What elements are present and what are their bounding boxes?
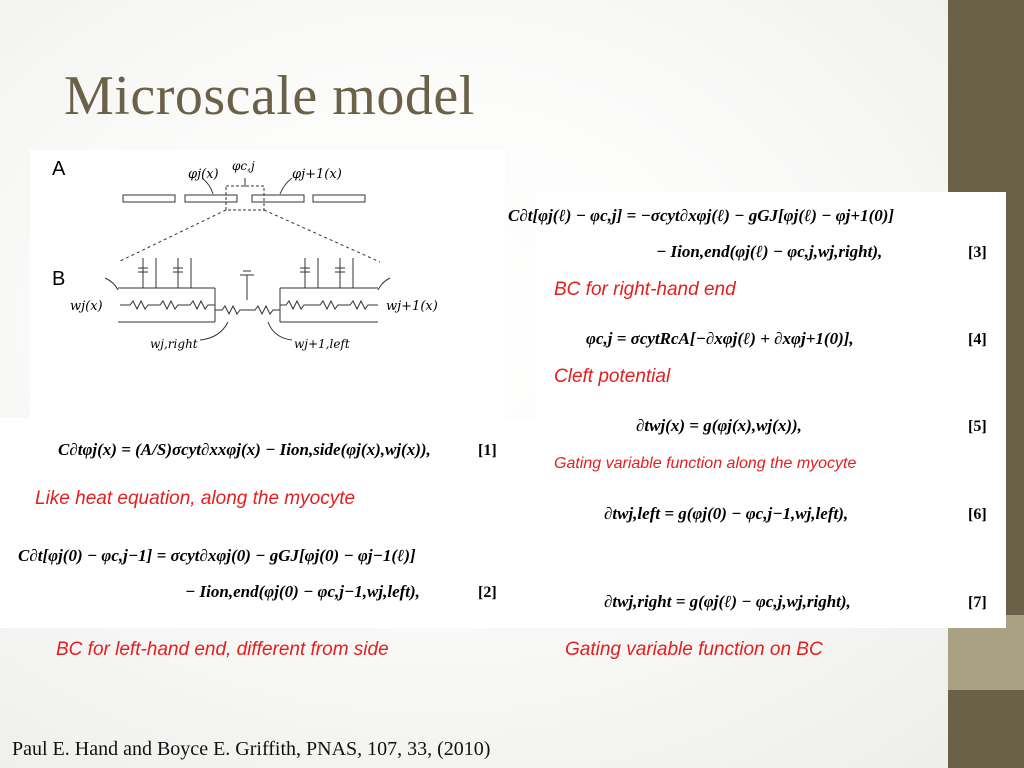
slide-title: Microscale model — [64, 65, 475, 127]
equation-3-line-1: C∂t[φj(ℓ) − φc,j] = −σcyt∂xφj(ℓ) − gGJ[φj(ℓ) − φj+1(0)] — [508, 206, 895, 225]
phi-j1-pointer — [280, 178, 292, 194]
label-w-right: wj,right — [150, 337, 198, 351]
equation-3-line-2: − Iion,end(φj(ℓ) − φc,j,wj,right), — [656, 242, 883, 261]
w-left-pointer — [268, 322, 292, 340]
equation-number-3: [3] — [968, 244, 987, 261]
label-phi-j1: φj+1(x) — [292, 167, 342, 182]
cytoplasm-resistor-left — [120, 301, 215, 309]
label-phi-cj: φc,j — [232, 159, 255, 173]
figure-panel — [30, 150, 505, 418]
equation-6: ∂twj,left = g(φj(0) − φc,j−1,wj,left), — [604, 504, 849, 523]
equations-right-panel — [508, 192, 1006, 628]
equation-number-2: [2] — [478, 584, 497, 601]
label-phi-j: φj(x) — [188, 167, 219, 182]
w-j1-pointer — [378, 278, 390, 290]
cell-rect — [185, 195, 237, 202]
note-gating-myocyte: Gating variable function along the myocyte — [554, 455, 857, 472]
figure-label-a: A — [52, 158, 66, 180]
cleft-ground — [240, 271, 254, 300]
gap-junction-resistor — [215, 306, 280, 314]
cell-chain-diagram — [30, 150, 505, 418]
equation-5: ∂twj(x) = g(φj(x),wj(x)), — [636, 416, 802, 435]
equation-number-7: [7] — [968, 594, 987, 611]
equation-number-1: [1] — [478, 442, 497, 459]
equation-1: C∂tφj(x) = (A/S)σcyt∂xxφj(x) − Iion,side(φj(x),wj(x)), — [58, 440, 431, 459]
w-j-pointer — [105, 278, 118, 290]
cell-rect — [123, 195, 175, 202]
figure-label-b: B — [52, 268, 66, 290]
equation-7: ∂twj,right = g(φj(ℓ) − φc,j,wj,right), — [604, 592, 851, 611]
note-gating-bc: Gating variable function on BC — [565, 639, 823, 660]
membrane-channels-right — [300, 258, 353, 288]
equation-2-line-2: − Iion,end(φj(0) − φc,j−1,wj,left), — [185, 582, 420, 601]
cleft-box — [226, 186, 264, 210]
label-w-left: wj+1,left — [294, 337, 350, 351]
w-right-pointer — [200, 322, 228, 340]
equation-number-6: [6] — [968, 506, 987, 523]
zoom-line-right — [264, 210, 380, 262]
equations-left-panel — [0, 418, 536, 628]
zoom-line-left — [118, 210, 226, 262]
equation-4: φc,j = σcytRcA[−∂xφj(ℓ) + ∂xφj+1(0)], — [586, 329, 854, 348]
decorative-band-bottom — [948, 690, 1024, 768]
label-w-j1: wj+1(x) — [386, 299, 438, 314]
equation-number-5: [5] — [968, 418, 987, 435]
membrane-channels-left — [138, 258, 191, 288]
cell-rect — [313, 195, 365, 202]
citation: Paul E. Hand and Boyce E. Griffith, PNAS, 107, 33, (2010) — [12, 738, 491, 760]
note-bc-left: BC for left-hand end, different from side — [56, 639, 389, 660]
note-cleft-potential: Cleft potential — [554, 366, 671, 387]
equation-2-line-1: C∂t[φj(0) − φc,j−1] = σcyt∂xφj(0) − gGJ[φj(0) − φj−1(ℓ)] — [18, 546, 416, 565]
cytoplasm-resistor-right — [280, 301, 378, 309]
cell-rect — [252, 195, 304, 202]
label-w-j: wj(x) — [70, 299, 103, 314]
equation-number-4: [4] — [968, 331, 987, 348]
note-bc-right: BC for right-hand end — [554, 279, 736, 300]
note-heat-equation: Like heat equation, along the myocyte — [35, 488, 356, 509]
